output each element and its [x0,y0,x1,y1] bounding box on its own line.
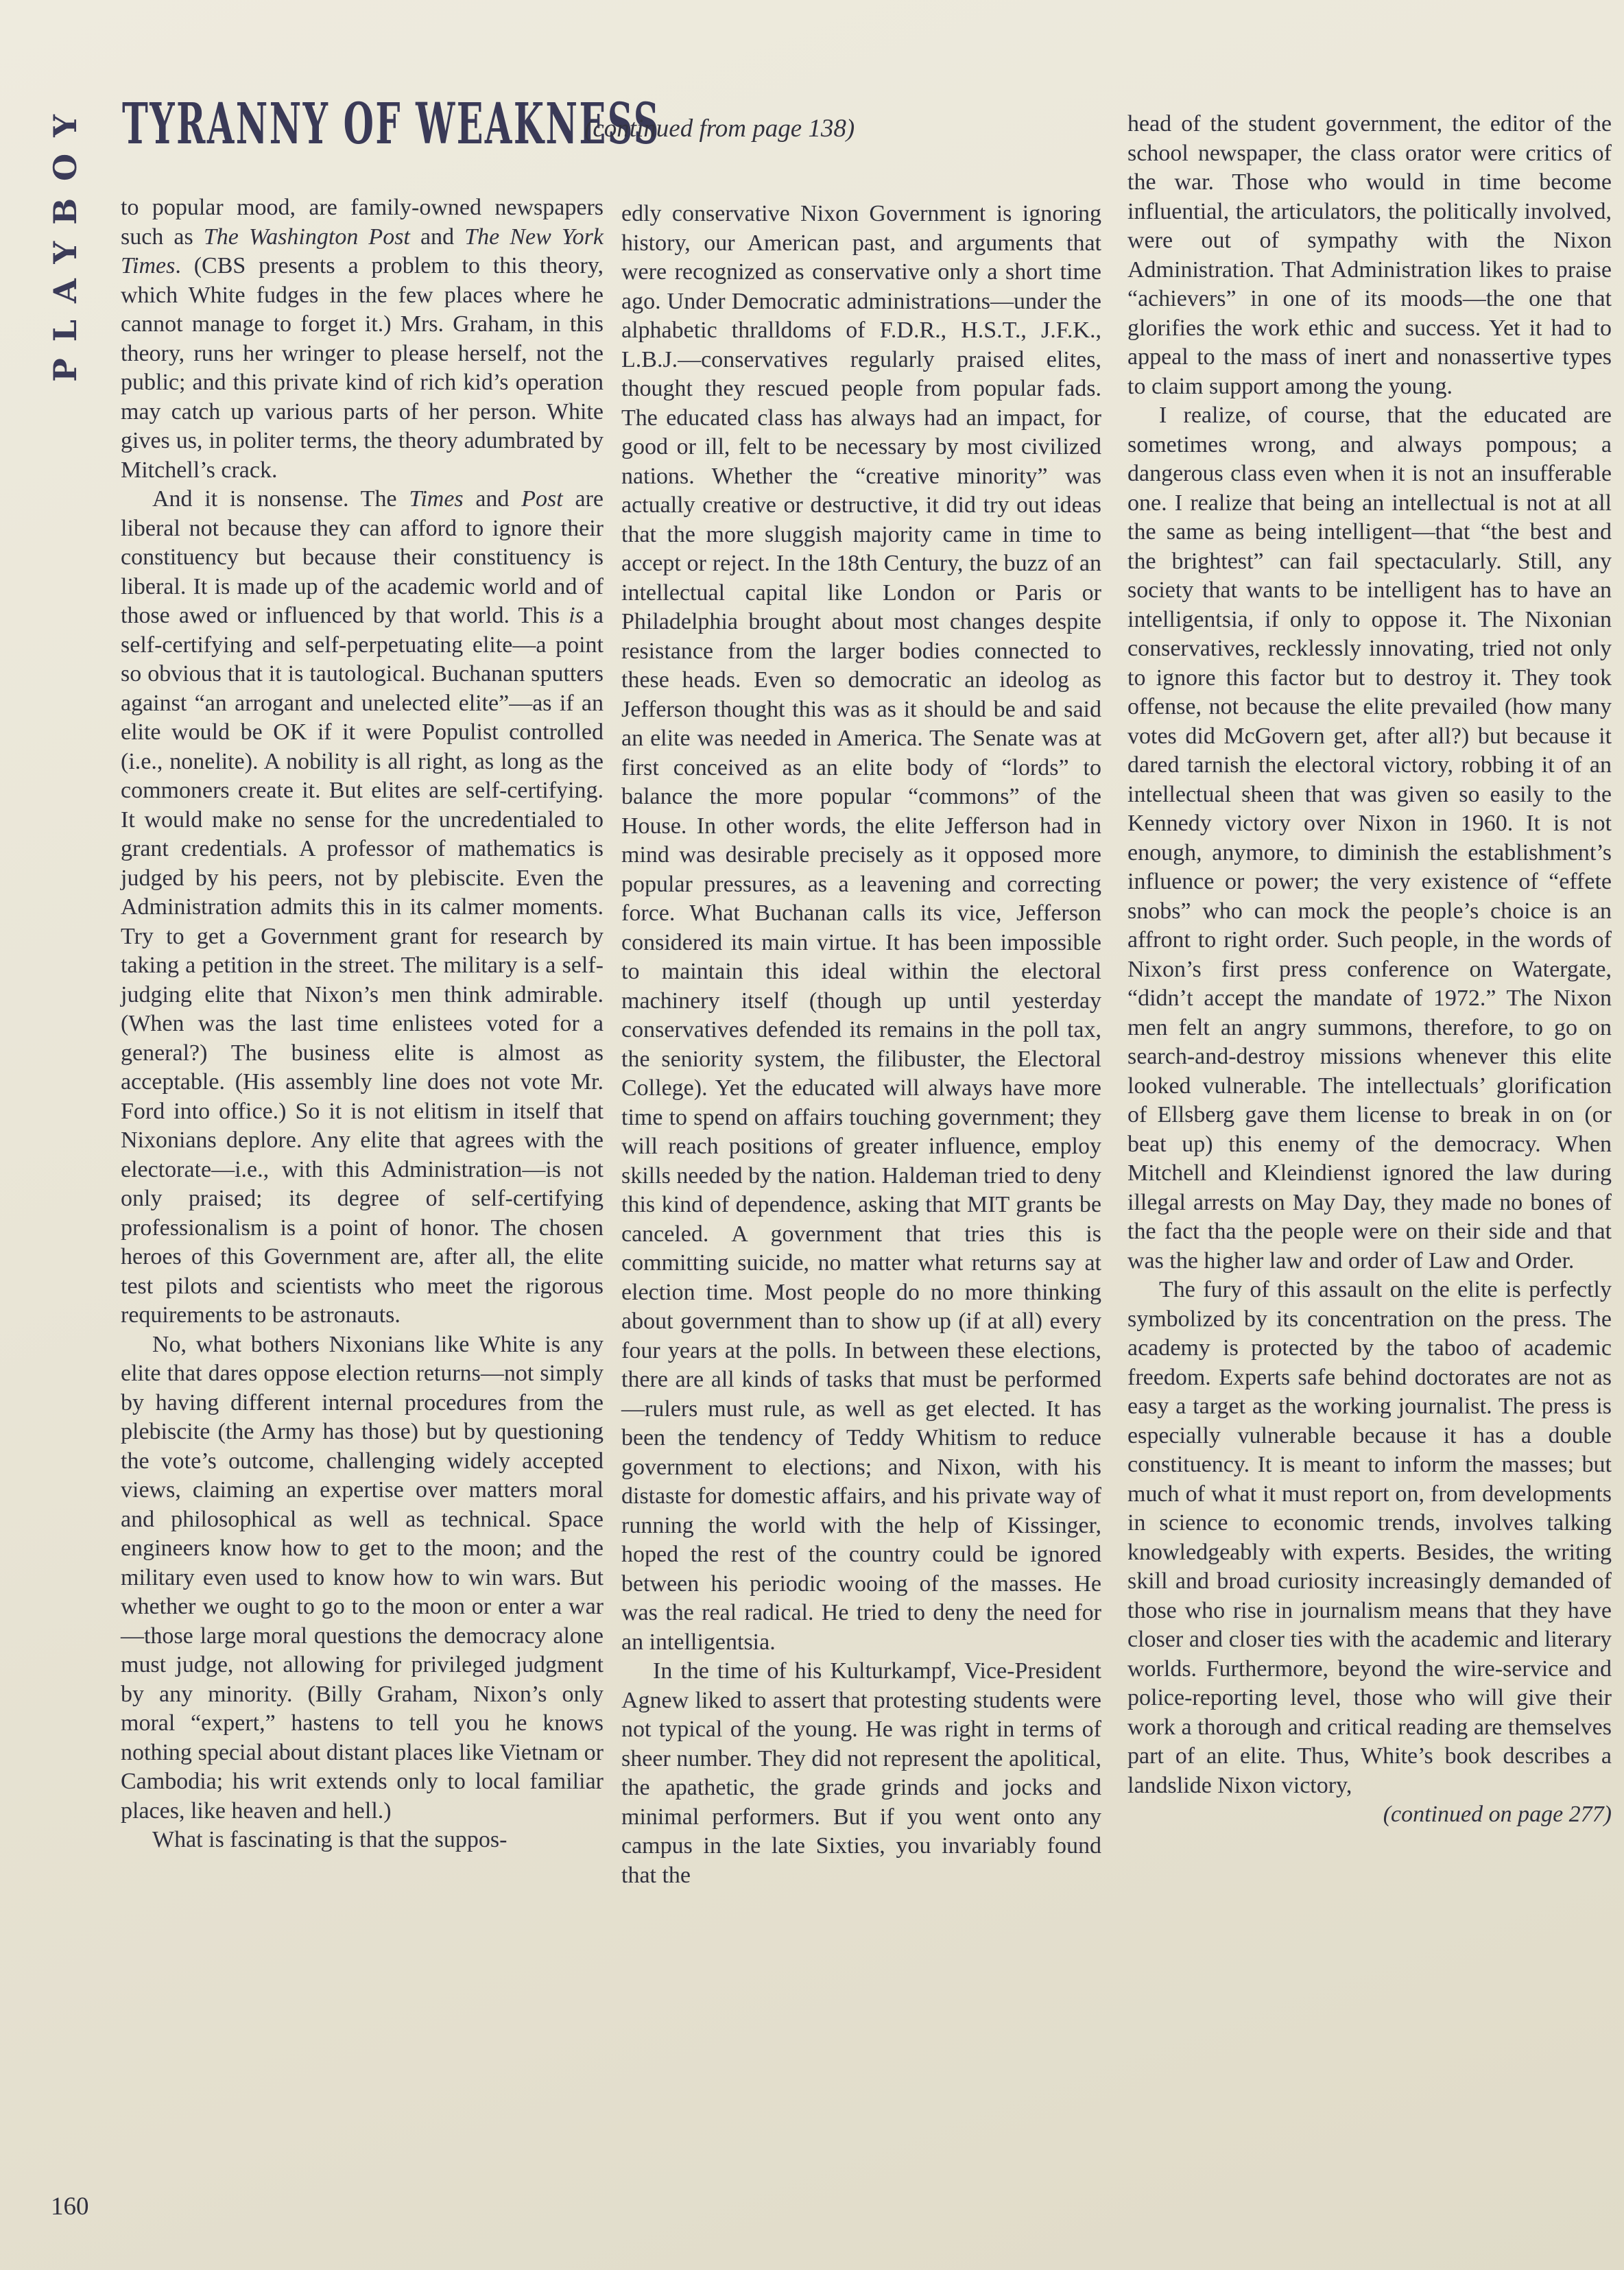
text-run: a self-certifying and self-perpetuating elite—a point so obvious that it is tautological. Buchanan sputters against “an arrogant and unelected elite”—as if an elite would be OK if it were Populist controlled (i.e., nonelite). A nobility is all right, as long as the commoners create it. But elites are self-certifying. It would make no sense for the uncredentialed to grant credentials. A professor of mathematics is judged by his peers, not by plebiscite. Even the Administration admits this in its calmer moments. Try to get a Government grant for research by taking a petition in the street. The military is a self-judging elite that Nixon’s men think admirable. (When was the last time enlistees voted for a general?) The business elite is almost as acceptable. (His assembly line does not vote Mr. Ford into office.) So it is not elitism in itself that Nixonians deplore. Any elite that agrees with the electorate—i.e., with this Administration—is not only praised; its degree of self-certifying professionalism is a point of honor. The chosen heroes of this Government are, after all, the elite test pilots and scientists who meet the rigorous requirements to be astronauts. [121,603,604,1328]
paragraph [621,1657,1101,1890]
paragraph [121,485,604,1330]
paragraph [1127,401,1612,1276]
text-run: In the time of his Kulturkampf, Vice-President Agnew liked to assert that protesting students were not typical of the young. He was right in terms of sheer number. They did not represent the apolitical, the apathetic, the grade grinds and jocks and minimal performers. But if you went onto any campus in the late Sixties, you invariably found that the [621,1658,1101,1888]
italic-text-run: (continued on page 277) [1383,1802,1612,1827]
text-column-right [1127,110,1612,1830]
paragraph [621,200,1101,1657]
text-run: I realize, of course, that the educated are sometimes wrong, and always pompous; a dangerous class even when it is not an insufferable one. I realize that being an intellectual is not at all the same as being intelligent—that “the best and the brightest” can fail spectacularly. Still, any society that wants to be intelligent has to have an intelligentsia, if only to oppose it. The Nixonian conservatives, recklessly innovating, tried not only to ignore this factor but to destroy it. They took offense, not because the elite prevailed (how many votes did McGovern get, after all?) but because it dared tarnish the electoral victory, robbing it of an intellectual sheen that was given so easily to the Kennedy victory over Nixon in 1960. It is not enough, anymore, to diminish the establishment’s influence or power; the very existence of “effete snobs” who can mock the people’s choice is an affront to right order. Such people, in the words of Nixon’s first press conference on Watergate, “didn’t accept the mandate of 1972.” The Nixon men felt an angry summons, therefore, to go on search-and-destroy missions whenever this elite looked vulnerable. The intellectuals’ glorification of Ellsberg gave them license to break in on (or beat up) this enemy of the democracy. When Mitchell and Kleindienst ignored the law during illegal arrests on May Day, they made no bones of the fact tha the people were on their side and that was the higher law and order of Law and Order. [1127,403,1612,1274]
continued-on-note [1127,1800,1612,1830]
paragraph [1127,110,1612,401]
paragraph [121,1330,604,1826]
text-run: are liberal not because they can afford to ignore their constituency but because their constituency is liberal. It is made up of the academic world and of those awed or influenced by that world. This [121,486,604,628]
text-run: No, what bothers Nixonians like White is any elite that dares oppose election returns—not simply by having different internal procedures from the plebiscite (the Army has those) but by questioning the vote’s outcome, challenging widely accepted views, claiming an expertise over matters moral and philosophical as well as technical. Space engineers know how to get to the moon; and the military even used to know how to win wars. But whether we ought to go to the moon or enter a war—those large moral questions the democracy alone must judge, not allowing for privileged judgment by any minority. (Billy Graham, Nixon’s only moral “expert,” hastens to tell you he knows nothing special about distant places like Vietnam or Cambodia; his writ extends only to local familiar places, like heaven and hell.) [121,1331,604,1824]
italic-text-run: The Washington Post [203,224,410,250]
article-title: TYRANNY OF WEAKNESS [122,91,660,157]
paragraph [121,1826,604,1855]
text-run: edly conservative Nixon Government is ignoring history, our American past, and arguments that were recognized as conservative only a short time ago. Under Democratic administrations—under the alphabetic thralldoms of F.D.R., H.S.T., J.F.K., L.B.J.—conservatives regularly praised elites, thought they rescued people from popular fads. The educated class has always had an impact, for good or ill, felt to be necessary by most civilized nations. Whether the “creative minority” was actually creative or destructive, it did try out ideas that the more sluggish majority came in time to accept or reject. In the 18th Century, the buzz of an intellectual capital like London or Paris or Philadelphia brought about most changes despite resistance from the larger bodies connected to these heads. Even so democratic an ideolog as Jefferson thought this was as it should be and said an elite was needed in America. The Senate was at first conceived as an elite body of “lords” to balance the more popular “commons” of the House. In other words, the elite Jefferson had in mind was desirable precisely as it opposed more popular pressures, as a leavening and correcting force. What Buchanan calls its vice, Jefferson considered its main virtue. It has been impossible to maintain this ideal within the electoral machinery itself (though up until yesterday conservatives defended its remains in the poll tax, the seniority system, the filibuster, the Electoral College). Yet the educated will always have more time to spend on affairs touching government; they will reach positions of greater influence, employ skills needed by the nation. Haldeman tried to deny this kind of dependence, asking that MIT grants be canceled. A government that tries this is committing suicide, no matter what returns say at election time. Most people do no more thinking about government than to show up (if at all) every four years at the polls. In between these elections, there are all kinds of tasks that must be performed—rulers must rule, as well as get elected. It has been the tendency of Teddy Whitism to reduce government to elections; and Nixon, with his distaste for domestic affairs, and his private way of running the world with the help of Kissinger, hoped the rest of the country could be ignored between his periodic wooing of the masses. He was the real radical. He tried to deny the need for an intelligentsia. [621,201,1101,1655]
text-run: to popular mood, are family-owned newspapers such as [121,195,604,250]
italic-text-run: is [569,603,584,628]
text-run: head of the student government, the editor of the school newspaper, the class orator were critics of the war. Those who would in time become influential, the articulators, the politically involved, were out of sympathy with the Nixon Administration. That Administration likes to praise “achievers” in one of its moods—the one that glorifies the work ethic and success. Yet it had to appeal to the mass of inert and nonassertive types to claim support among the young. [1127,111,1612,399]
text-run: and [409,224,465,250]
text-run: . (CBS presents a problem to this theory, which White fudges in the few places where he cannot manage to forget it.) Mrs. Graham, in this theory, runs her wringer to please herself, not the public; and this private kind of rich kid’s operation may catch up various parts of her person. White gives us, in politer terms, the theory adumbrated by Mitchell’s crack. [121,253,604,483]
italic-text-run: Post [521,486,563,512]
italic-text-run: The New York Times [121,224,604,278]
text-column-middle [621,200,1101,1890]
text-column-left [121,193,604,1855]
continued-from-note: (continued from page 138) [584,115,855,143]
paragraph [121,193,604,485]
page-number: 160 [51,2193,89,2221]
text-run: And it is nonsense. The [152,486,409,512]
text-run: The fury of this assault on the elite is perfectly symbolized by its concentration on the press. The academy is protected by the taboo of academic freedom. Experts safe behind doctorates are not as easy a target as the working journalist. The press is especially vulnerable because it has a double constituency. It is meant to inform the masses; but much of what it must report on, from developments in science to economic trends, involves talking knowledgeably with experts. Besides, the writing skill and broad curiosity increasingly demanded of those who rise in journalism means that they have closer and closer ties with the academic and literary worlds. Furthermore, beyond the wire-service and police-reporting level, those who will give their work a thorough and critical reading are themselves part of an elite. Thus, White’s book describes a landslide Nixon victory, [1127,1277,1612,1798]
magazine-name-vertical: PLAYBOY [47,98,84,382]
italic-text-run: Times [409,486,464,512]
paragraph [1127,1276,1612,1800]
text-run: What is fascinating is that the suppos- [152,1827,508,1852]
text-run: and [463,486,522,512]
